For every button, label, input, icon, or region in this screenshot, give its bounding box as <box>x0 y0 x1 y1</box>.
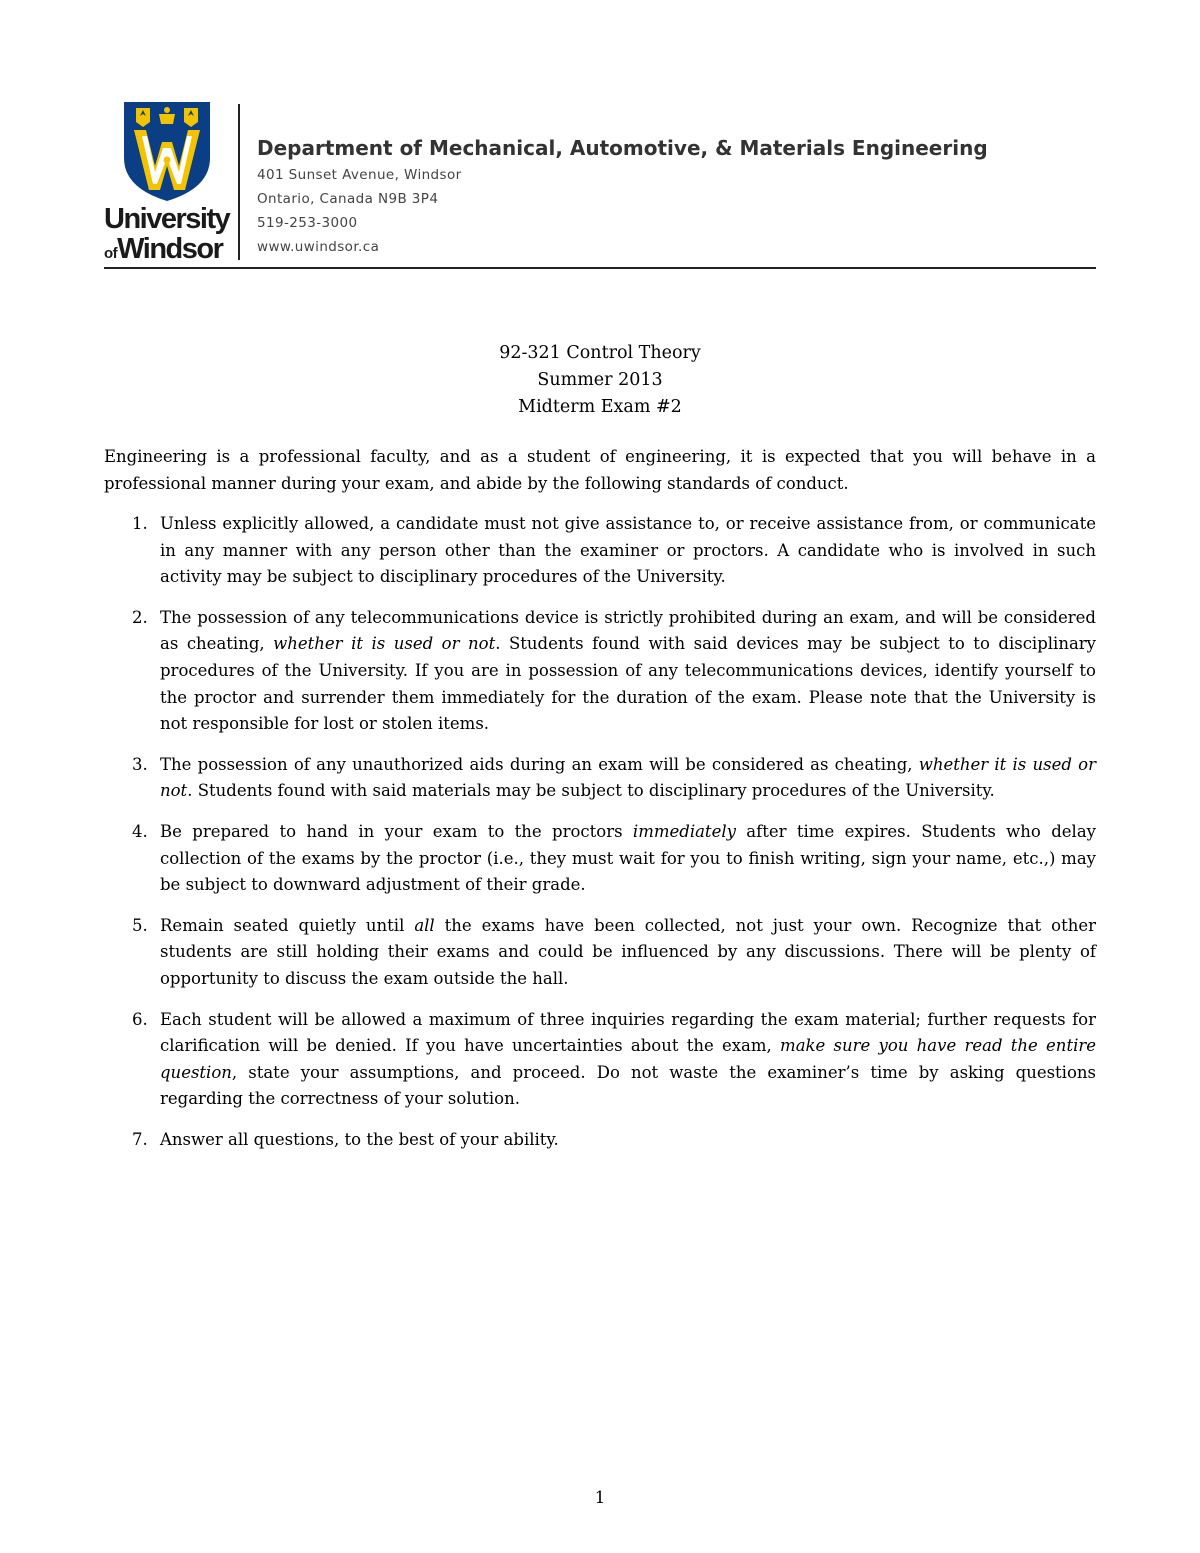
address-line-1: 401 Sunset Avenue, Windsor <box>257 167 462 183</box>
conduct-rule-1 <box>104 511 1096 591</box>
letterhead-vertical-divider <box>238 104 240 260</box>
rule-text: The possession of any telecommunications device is strictly prohibited during an exam, and will be considered as cheating, whether it is used or not. Students found with said devices may be subject to to disciplinary procedures of the University. If you are in possession of any telecommunications devices, identify yourself to the proctor and surrender them immediately for the duration of the exam. Please note that the University is not responsible for lost or stolen items. <box>160 607 1096 734</box>
rule-text: Be prepared to hand in your exam to the proctors immediately after time expires. Students who delay collection of the exams by the proctor (i.e., they must wait for you to finish writing, sign your name, etc.,) may be subject to downward adjustment of their grade. <box>160 821 1096 895</box>
conduct-rule-2 <box>104 605 1096 738</box>
conduct-rules-list <box>104 511 1096 1153</box>
intro-paragraph: Engineering is a professional faculty, and as a student of engineering, it is expected that you will behave in a professional manner during your exam, and abide by the following standards of conduct. <box>104 447 1096 493</box>
rule-number: 2. <box>132 607 148 627</box>
website-link[interactable]: www.uwindsor.ca <box>257 239 380 255</box>
university-shield-icon <box>122 100 212 203</box>
exam-title-block <box>104 340 1096 421</box>
conduct-rule-7 <box>104 1127 1096 1154</box>
conduct-rule-6 <box>104 1007 1096 1113</box>
conduct-rule-5 <box>104 913 1096 993</box>
course-title: 92-321 Control Theory <box>499 343 701 363</box>
logo-wordmark-windsor-text: Windsor <box>117 233 223 265</box>
exam-name: Midterm Exam #2 <box>518 397 682 417</box>
rule-number: 1. <box>132 514 148 533</box>
address-line-2: Ontario, Canada N9B 3P4 <box>257 191 439 207</box>
rule-text: Each student will be allowed a maximum of three inquiries regarding the exam material; further requests for clarification will be denied. If you have uncertainties about the exam, make sure you have read the entire question, state your assumptions, and proceed. Do not waste the examiner’s time by asking questions regarding the correctness of your solution. <box>160 1009 1096 1109</box>
rule-number: 3. <box>132 754 148 774</box>
rule-number: 7. <box>132 1129 148 1149</box>
logo-wordmark-windsor <box>104 234 228 269</box>
logo-wordmark-of: of <box>104 245 118 262</box>
rule-text: Unless explicitly allowed, a candidate must not give assistance to, or receive assistance from, or communicate in any manner with any person other than the examiner or proctors. A candidate who is involved in such activity may be subject to disciplinary procedures of the University. <box>160 514 1096 587</box>
department-name: Department of Mechanical, Automotive, & Materials Engineering <box>257 136 988 160</box>
phone-number: 519-253-3000 <box>257 215 358 231</box>
logo-wordmark-university: University <box>104 203 230 235</box>
rule-text: Remain seated quietly until all the exams have been collected, not just your own. Recognize that other students are still holding their exams and could be influenced by any discussions. There will be plenty of opportunity to discuss the exam outside the hall. <box>160 915 1096 988</box>
university-logo <box>104 100 228 265</box>
rule-number: 6. <box>132 1009 148 1029</box>
rule-text: The possession of any unauthorized aids during an exam will be considered as cheating, whether it is used or not. Students found with said materials may be subject to disciplinary procedures of the University. <box>160 754 1096 801</box>
rule-text: Answer all questions, to the best of your ability. <box>160 1129 559 1149</box>
letterhead-horizontal-divider <box>104 267 1096 269</box>
rule-number: 4. <box>132 821 148 841</box>
conduct-rule-3 <box>104 752 1096 805</box>
conduct-rule-4 <box>104 819 1096 899</box>
page-number: 1 <box>594 1488 606 1507</box>
department-contact-block <box>257 135 988 259</box>
exam-instructions <box>104 443 1096 1167</box>
exam-term: Summer 2013 <box>537 370 663 390</box>
rule-number: 5. <box>132 915 148 935</box>
